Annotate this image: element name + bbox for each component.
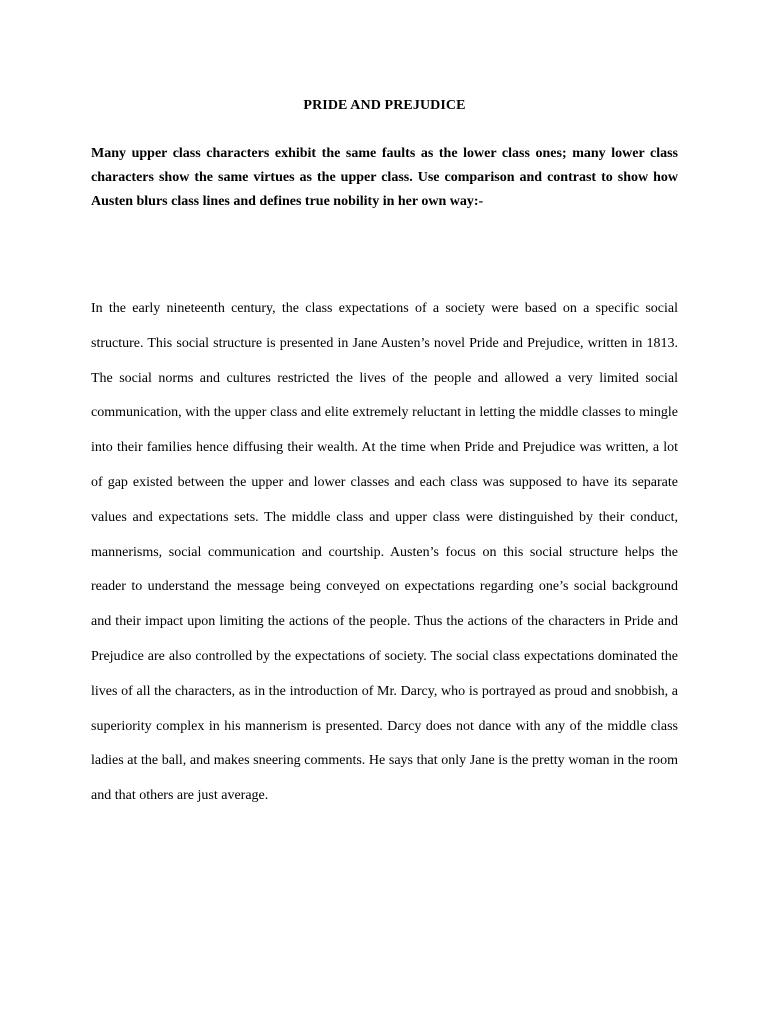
essay-body-paragraph: In the early nineteenth century, the class expectations of a society were based on a specific social structure. This social structure is presented in Jane Austen’s novel Pride and Prejudice, written in 1813. The social norms and cultures restricted the lives of the people and allowed a very limited social communication, with the upper class and elite extremely reluctant in letting the middle classes to mingle into their families hence diffusing their wealth. At the time when Pride and Prejudice was written, a lot of gap existed between the upper and lower classes and each class was supposed to have its separate values and expectations sets. The middle class and upper class were distinguished by their conduct, mannerisms, social communication and courtship. Austen’s focus on this social structure helps the reader to understand the message being conveyed on expectations regarding one’s social background and their impact upon limiting the actions of the people. Thus the actions of the characters in Pride and Prejudice are also controlled by the expectations of society. The social class expectations dominated the lives of all the characters, as in the introduction of Mr. Darcy, who is portrayed as proud and snobbish, a superiority complex in his mannerism is presented. Darcy does not dance with any of the middle class ladies at the ball, and makes sneering comments. He says that only Jane is the pretty woman in the room and that others are just average. — [91, 301, 678, 804]
essay-prompt: Many upper class characters exhibit the same faults as the lower class ones; many lower class characters show the same virtues as the upper class. Use comparison and contrast to show how Austen blurs class lines and defines true nobility in her own way:- — [91, 146, 678, 209]
document-title: PRIDE AND PREJUDICE — [303, 98, 466, 113]
